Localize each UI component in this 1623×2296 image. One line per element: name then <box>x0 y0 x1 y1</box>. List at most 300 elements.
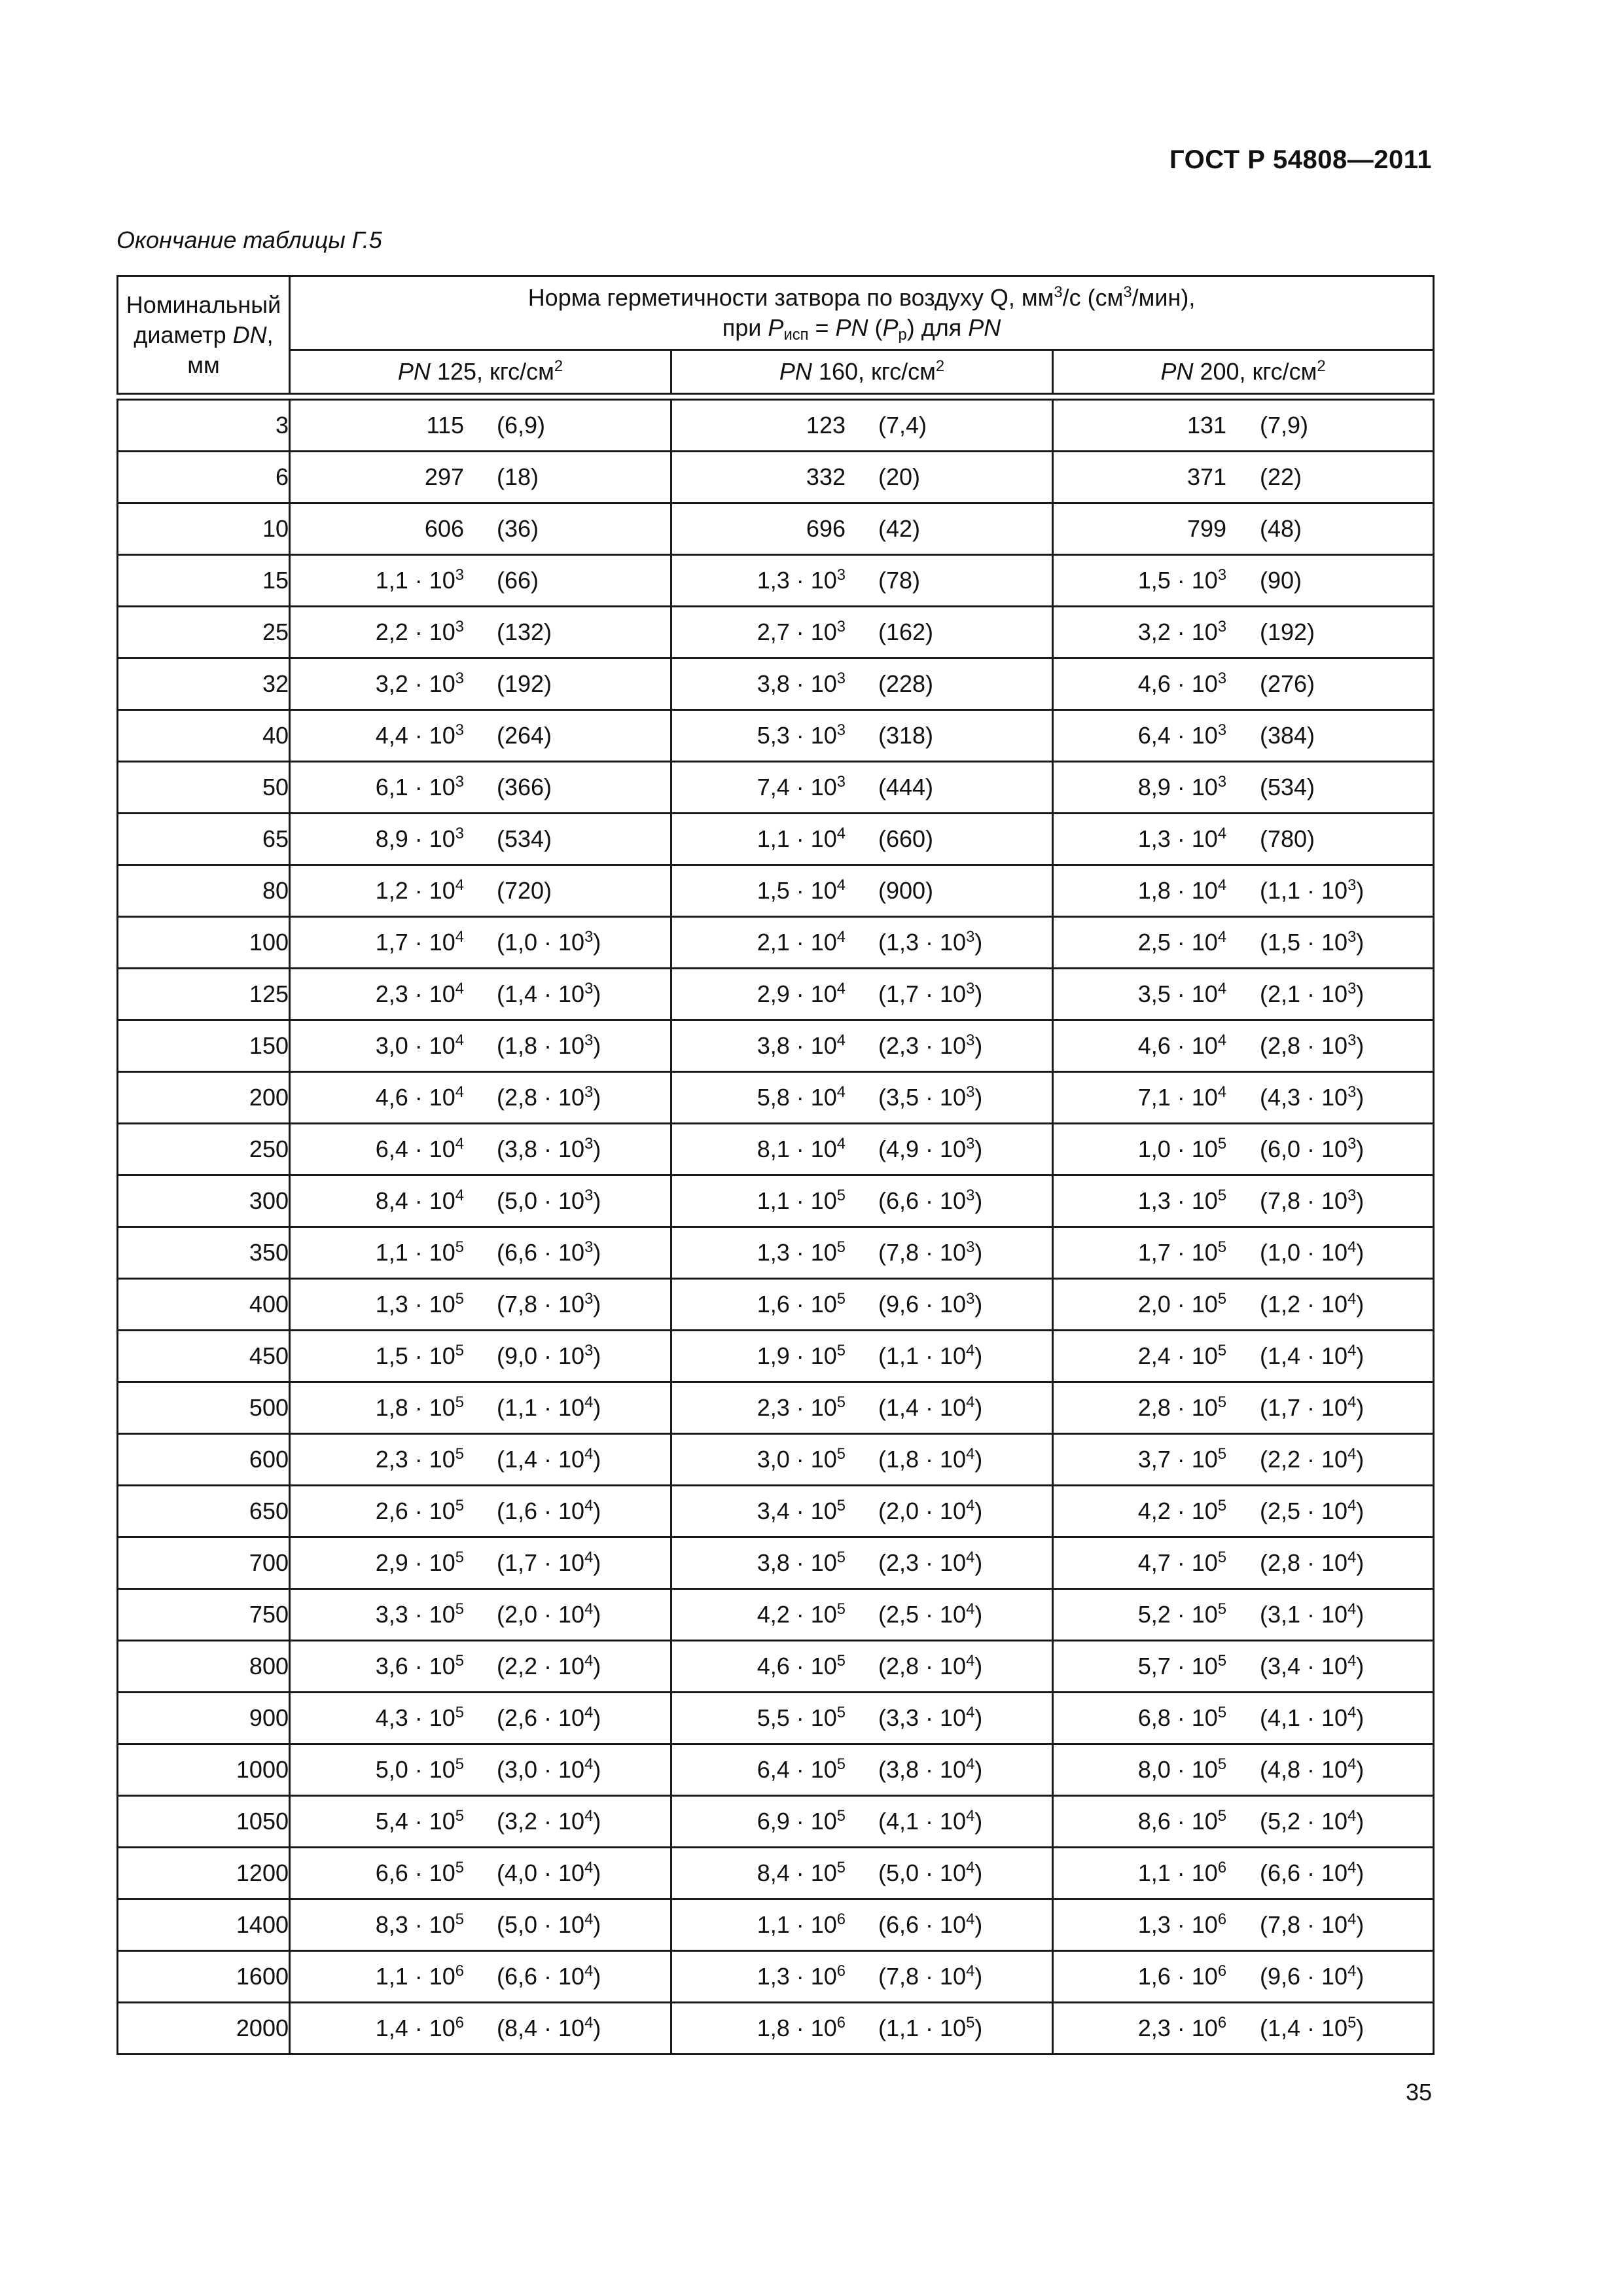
cell-content <box>1054 1176 1433 1226</box>
mantissa: 1,3 · 10 <box>757 567 837 594</box>
cell-content <box>291 1486 670 1536</box>
mantissa: (7,8 · 10 <box>1260 1187 1348 1214</box>
mantissa: (534) <box>1260 774 1315 800</box>
closing-paren: ) <box>593 2015 601 2041</box>
mantissa: 5,3 · 10 <box>757 722 837 749</box>
mantissa: 1,3 · 10 <box>757 1239 837 1266</box>
exponent: 5 <box>1217 1755 1227 1773</box>
leak-rate-mm3s <box>376 1084 464 1111</box>
cell-content <box>291 1693 670 1743</box>
cell-content <box>1054 762 1433 812</box>
leak-rate-mm3s <box>376 2015 464 2042</box>
exponent: 4 <box>966 1548 975 1566</box>
exponent: 3 <box>836 721 846 739</box>
mantissa: 1,7 · 10 <box>375 929 455 956</box>
exponent: 4 <box>584 1600 594 1618</box>
mantissa: (1,6 · 10 <box>497 1498 585 1524</box>
leak-rate-cm3min <box>878 1756 982 1784</box>
mantissa: (1,7 · 10 <box>1260 1394 1348 1421</box>
pn200-cell <box>1053 1227 1434 1279</box>
leak-rate-mm3s <box>376 1342 464 1370</box>
mantissa: (534) <box>497 825 552 852</box>
leak-rate-cm3min <box>878 1704 982 1732</box>
mantissa: 8,9 · 10 <box>375 825 455 852</box>
leak-rate-cm3min <box>1260 980 1364 1008</box>
exponent: 4 <box>584 1496 594 1515</box>
header-dn-line2-pre: диаметр <box>134 321 233 348</box>
leak-rate-cm3min <box>878 1653 982 1680</box>
cell-content <box>1054 504 1433 554</box>
leak-rate-mm3s <box>757 1808 846 1835</box>
header-dn-unit: мм <box>187 351 220 378</box>
leak-rate-mm3s <box>757 1446 846 1473</box>
mantissa: 5,0 · 10 <box>375 1756 455 1783</box>
exponent: 5 <box>455 1858 464 1876</box>
exponent: 5 <box>1217 1703 1227 1721</box>
header-separator <box>118 394 1434 400</box>
mantissa: 3,8 · 10 <box>757 670 837 697</box>
mantissa: 1,3 · 10 <box>1137 1911 1218 1938</box>
cell-content <box>672 1538 1052 1588</box>
closing-paren: ) <box>974 1498 983 1524</box>
pn160-cell <box>671 969 1053 1020</box>
exponent: 5 <box>455 1548 464 1566</box>
leak-rate-mm3s <box>1138 1394 1226 1422</box>
dn-cell: 50 <box>118 762 290 814</box>
pn200-cell <box>1053 1020 1434 1072</box>
mantissa: (2,6 · 10 <box>497 1704 585 1731</box>
exponent: 4 <box>836 927 846 946</box>
exponent: 5 <box>1217 1186 1227 1204</box>
exponent: 4 <box>1347 1341 1357 1359</box>
leak-rate-cm3min <box>878 463 920 491</box>
leak-rate-mm3s <box>1138 774 1226 801</box>
mantissa: (2,0 · 10 <box>497 1601 585 1628</box>
pn160-cell <box>671 1331 1053 1382</box>
mantissa: (1,1 · 10 <box>878 2015 967 2041</box>
leak-rate-mm3s <box>1138 1653 1226 1680</box>
exponent: 4 <box>584 2013 594 2032</box>
mantissa: (66) <box>497 567 539 594</box>
leak-rate-mm3s <box>376 1291 464 1318</box>
closing-paren: ) <box>593 1653 601 1679</box>
pn160-cell <box>671 1589 1053 1641</box>
exponent: 5 <box>455 1393 464 1411</box>
leak-rate-cm3min <box>878 1963 982 1990</box>
leak-rate-mm3s <box>757 722 846 749</box>
leak-rate-cm3min <box>497 1136 601 1163</box>
cell-content <box>291 504 670 554</box>
cell-content <box>291 866 670 916</box>
dn-cell: 700 <box>118 1537 290 1589</box>
leak-rate-cm3min <box>878 1394 982 1422</box>
mantissa: (6,6 · 10 <box>878 1187 967 1214</box>
mantissa: (1,1 · 10 <box>497 1394 585 1421</box>
mantissa: (9,6 · 10 <box>878 1291 967 1318</box>
exponent: 5 <box>1217 1600 1227 1618</box>
mantissa: 6,6 · 10 <box>375 1859 455 1886</box>
closing-paren: ) <box>593 1446 601 1473</box>
mantissa: (7,8 · 10 <box>1260 1911 1348 1938</box>
mantissa: (5,0 · 10 <box>497 1911 585 1938</box>
exponent: 5 <box>455 1289 464 1308</box>
leak-rate-cm3min <box>1260 1653 1364 1680</box>
pn125-cell <box>290 1434 671 1486</box>
exponent: 3 <box>966 1031 975 1049</box>
header-norm-symbol: P <box>768 314 784 341</box>
exponent: 4 <box>584 1858 594 1876</box>
leak-rate-mm3s <box>376 774 464 801</box>
header-norm-line1 <box>528 284 1196 311</box>
cell-content <box>1054 1900 1433 1950</box>
leak-rate-mm3s <box>1138 1549 1226 1577</box>
exponent: 3 <box>584 1238 594 1256</box>
leak-rate-mm3s <box>1138 1756 1226 1784</box>
pn200-cell <box>1053 2003 1434 2054</box>
table-row <box>118 1848 1434 1899</box>
exponent: 4 <box>584 1444 594 1463</box>
exponent: 6 <box>836 1910 846 1928</box>
closing-paren: ) <box>1356 1446 1364 1473</box>
mantissa: (5,0 · 10 <box>497 1187 585 1214</box>
cell-content <box>1054 1952 1433 2001</box>
leak-rate-mm3s <box>757 1859 846 1887</box>
exponent: 5 <box>836 1600 846 1618</box>
leak-rate-cm3min <box>1260 1084 1364 1111</box>
pn200-cell <box>1053 1486 1434 1537</box>
header-norm-text: ) для <box>906 314 969 341</box>
pn200-cell <box>1053 1848 1434 1899</box>
cell-content <box>291 1538 670 1588</box>
cell-content <box>672 1021 1052 1071</box>
cell-content <box>1054 452 1433 502</box>
leak-rate-cm3min <box>1260 1704 1364 1732</box>
mantissa: (6,6 · 10 <box>878 1911 967 1938</box>
mantissa: (1,3 · 10 <box>878 929 967 956</box>
closing-paren: ) <box>593 1498 601 1524</box>
exponent: 5 <box>836 1238 846 1256</box>
exponent: 6 <box>455 2013 464 2032</box>
pn160-cell <box>671 1072 1053 1124</box>
leak-rate-cm3min <box>497 1601 601 1628</box>
leak-rate-cm3min <box>878 670 933 698</box>
leak-rate-cm3min <box>878 1136 982 1163</box>
exponent: 4 <box>584 1806 594 1825</box>
leak-rate-cm3min <box>1260 1239 1364 1266</box>
pn200-cell <box>1053 1641 1434 1693</box>
leak-rate-cm3min <box>878 1601 982 1628</box>
dn-cell: 80 <box>118 865 290 917</box>
leak-rate-mm3s <box>376 929 464 956</box>
cell-content <box>291 814 670 864</box>
pn160-cell <box>671 814 1053 865</box>
leak-rate-cm3min <box>497 1446 601 1473</box>
table-row <box>118 2003 1434 2054</box>
leak-rate-cm3min <box>1260 1601 1364 1628</box>
exponent: 5 <box>966 2013 975 2032</box>
table-row <box>118 762 1434 814</box>
pn160-cell <box>671 607 1053 658</box>
leak-rate-mm3s <box>1138 1859 1226 1887</box>
header-dn-line2-post: , <box>266 321 274 348</box>
leak-rate-mm3s <box>376 1704 464 1732</box>
cell-content <box>672 1228 1052 1278</box>
cell-content <box>291 1797 670 1846</box>
mantissa: (3,0 · 10 <box>497 1756 585 1783</box>
mantissa: (3,1 · 10 <box>1260 1601 1348 1628</box>
leak-rate-mm3s <box>757 1342 846 1370</box>
mantissa: (90) <box>1260 567 1302 594</box>
table-row <box>118 1744 1434 1796</box>
exponent: 5 <box>455 1910 464 1928</box>
cell-content <box>291 452 670 502</box>
table-row <box>118 1382 1434 1434</box>
leak-rate-cm3min <box>878 1911 982 1939</box>
exponent: 3 <box>966 1083 975 1101</box>
mantissa: (444) <box>878 774 934 800</box>
table-row <box>118 1951 1434 2003</box>
exponent: 3 <box>455 824 464 842</box>
mantissa: 7,4 · 10 <box>757 774 837 800</box>
cell-content <box>672 1435 1052 1484</box>
header-pn-symbol: PN <box>779 358 812 385</box>
leak-rate-cm3min <box>878 1446 982 1473</box>
exponent: 3 <box>966 1289 975 1308</box>
leak-rate-mm3s <box>1187 515 1226 543</box>
cell-content <box>672 452 1052 502</box>
header-pn-value: 200, <box>1193 358 1246 385</box>
exponent: 5 <box>455 1806 464 1825</box>
table-row <box>118 658 1434 710</box>
exponent: 4 <box>584 1651 594 1670</box>
cell-content <box>1054 1435 1433 1484</box>
header-pn-unit: кгс/см <box>865 358 936 385</box>
header-pn-unit-sup: 2 <box>935 357 945 375</box>
mantissa: 1,1 · 10 <box>375 1963 455 1990</box>
pn200-cell <box>1053 1537 1434 1589</box>
closing-paren: ) <box>974 2015 983 2041</box>
exponent: 4 <box>836 1031 846 1049</box>
mantissa: 6,8 · 10 <box>1137 1704 1218 1731</box>
header-norm-text: при <box>722 314 768 341</box>
mantissa: (366) <box>497 774 552 800</box>
exponent: 4 <box>584 1910 594 1928</box>
exponent: 5 <box>1217 1289 1227 1308</box>
cell-content <box>672 607 1052 657</box>
mantissa: 5,2 · 10 <box>1137 1601 1218 1628</box>
leak-rate-mm3s <box>1138 1342 1226 1370</box>
exponent: 6 <box>836 2013 846 2032</box>
exponent: 4 <box>455 876 464 894</box>
pn125-cell <box>290 969 671 1020</box>
mantissa: (6,6 · 10 <box>1260 1859 1348 1886</box>
mantissa: 3,8 · 10 <box>757 1032 837 1059</box>
mantissa: (2,8 · 10 <box>878 1653 967 1679</box>
mantissa: (48) <box>1260 515 1302 542</box>
leak-rate-mm3s <box>376 1756 464 1784</box>
closing-paren: ) <box>974 1911 983 1938</box>
table-caption: Окончание таблицы Г.5 <box>116 226 382 253</box>
pn200-cell <box>1053 1382 1434 1434</box>
cell-content <box>1054 1641 1433 1691</box>
dn-cell: 3 <box>118 400 290 452</box>
mantissa: 1,5 · 10 <box>1137 567 1218 594</box>
mantissa: 4,2 · 10 <box>757 1601 837 1628</box>
closing-paren: ) <box>593 1963 601 1990</box>
header-norm-symbol: PN <box>835 314 868 341</box>
leak-rate-cm3min <box>497 2015 601 2042</box>
leak-rate-cm3min <box>878 1498 982 1525</box>
cell-content <box>672 2003 1052 2053</box>
mantissa: (162) <box>878 619 934 645</box>
mantissa: 4,4 · 10 <box>375 722 455 749</box>
pn160-cell <box>671 1641 1053 1693</box>
mantissa: 4,2 · 10 <box>1137 1498 1218 1524</box>
mantissa: 1,4 · 10 <box>375 2015 455 2041</box>
leak-rate-cm3min <box>1260 1446 1364 1473</box>
dn-cell: 300 <box>118 1175 290 1227</box>
exponent: 4 <box>1347 1600 1357 1618</box>
mantissa: (78) <box>878 567 921 594</box>
table-row <box>118 503 1434 555</box>
leak-rate-mm3s <box>376 1187 464 1215</box>
leak-rate-mm3s <box>1138 980 1226 1008</box>
mantissa: 131 <box>1186 412 1227 439</box>
exponent: 5 <box>836 1496 846 1515</box>
table-row <box>118 452 1434 503</box>
pn160-cell <box>671 1382 1053 1434</box>
leak-rate-mm3s <box>757 1549 846 1577</box>
cell-content <box>1054 918 1433 967</box>
leak-rate-mm3s <box>1187 463 1226 491</box>
mantissa: (2,5 · 10 <box>878 1601 967 1628</box>
exponent: 4 <box>584 1548 594 1566</box>
cell-content <box>1054 1590 1433 1640</box>
exponent: 3 <box>455 617 464 636</box>
leak-rate-cm3min <box>1260 1136 1364 1163</box>
mantissa: (3,2 · 10 <box>497 1808 585 1835</box>
cell-content <box>291 1848 670 1898</box>
pn200-cell <box>1053 1072 1434 1124</box>
mantissa: (276) <box>1260 670 1315 697</box>
exponent: 5 <box>1217 1806 1227 1825</box>
closing-paren: ) <box>1356 1911 1364 1938</box>
leak-rate-mm3s <box>757 1032 846 1060</box>
mantissa: (900) <box>878 877 934 904</box>
leak-rate-cm3min <box>497 1756 601 1784</box>
pn200-cell <box>1053 814 1434 865</box>
exponent: 4 <box>1217 927 1227 946</box>
exponent: 5 <box>455 1651 464 1670</box>
mantissa: 6,4 · 10 <box>1137 722 1218 749</box>
mantissa: 6,4 · 10 <box>375 1136 455 1162</box>
mantissa: 3,5 · 10 <box>1137 980 1218 1007</box>
exponent: 4 <box>455 1186 464 1204</box>
mantissa: (780) <box>1260 825 1315 852</box>
leak-rate-mm3s <box>376 670 464 698</box>
leak-rate-mm3s <box>1138 1084 1226 1111</box>
header-norm-sub: р <box>898 325 907 344</box>
leak-rate-cm3min <box>878 774 933 801</box>
dn-cell: 1050 <box>118 1796 290 1848</box>
exponent: 4 <box>966 1600 975 1618</box>
dn-cell: 1200 <box>118 1848 290 1899</box>
exponent: 4 <box>1347 1548 1357 1566</box>
mantissa: (1,1 · 10 <box>878 1342 967 1369</box>
dn-cell: 25 <box>118 607 290 658</box>
exponent: 4 <box>1347 1962 1357 1980</box>
cell-content <box>291 1900 670 1950</box>
cell-content <box>291 1073 670 1122</box>
leak-rate-cm3min <box>497 567 539 594</box>
exponent: 3 <box>836 669 846 687</box>
leak-rate-mm3s <box>757 1653 846 1680</box>
cell-content <box>1054 1797 1433 1846</box>
exponent: 3 <box>836 565 846 584</box>
mantissa: 1,1 · 10 <box>375 1239 455 1266</box>
mantissa: (3,5 · 10 <box>878 1084 967 1111</box>
exponent: 5 <box>836 1289 846 1308</box>
cell-content <box>1054 1693 1433 1743</box>
leak-rate-cm3min <box>497 1084 601 1111</box>
pn125-cell <box>290 1124 671 1175</box>
mantissa: 2,3 · 10 <box>375 980 455 1007</box>
leak-rate-cm3min <box>1260 1187 1364 1215</box>
cell-content <box>291 918 670 967</box>
pn125-cell <box>290 1744 671 1796</box>
closing-paren: ) <box>1356 1394 1364 1421</box>
exponent: 4 <box>966 1703 975 1721</box>
exponent: 5 <box>1217 1341 1227 1359</box>
exponent: 4 <box>1217 824 1227 842</box>
leak-rate-cm3min <box>878 722 933 749</box>
leak-rate-cm3min <box>1260 515 1302 543</box>
leak-rate-cm3min <box>497 1549 601 1577</box>
cell-content <box>1054 1073 1433 1122</box>
header-pn-unit-sup: 2 <box>554 357 563 375</box>
exponent: 3 <box>966 1238 975 1256</box>
table-body <box>118 394 1434 2054</box>
exponent: 5 <box>836 1858 846 1876</box>
leak-rate-cm3min <box>497 1704 601 1732</box>
leak-rate-mm3s <box>1138 1911 1226 1939</box>
cell-content <box>291 1952 670 2001</box>
closing-paren: ) <box>1356 1653 1364 1679</box>
exponent: 4 <box>455 1031 464 1049</box>
pn200-cell <box>1053 555 1434 607</box>
mantissa: 2,3 · 10 <box>1137 2015 1218 2041</box>
dn-cell: 65 <box>118 814 290 865</box>
leak-rate-cm3min <box>878 980 982 1008</box>
mantissa: 4,6 · 10 <box>1137 1032 1218 1059</box>
leak-rate-mm3s <box>757 2015 846 2042</box>
leak-rate-cm3min <box>1260 825 1315 853</box>
exponent: 3 <box>966 927 975 946</box>
mantissa: 1,1 · 10 <box>375 567 455 594</box>
header-pn-160 <box>671 350 1053 394</box>
leak-rate-mm3s <box>1138 877 1226 905</box>
table-row <box>118 1434 1434 1486</box>
pn125-cell <box>290 762 671 814</box>
leak-rate-cm3min <box>1260 774 1315 801</box>
closing-paren: ) <box>1356 1239 1364 1266</box>
leak-rate-cm3min <box>1260 1911 1364 1939</box>
leak-rate-mm3s <box>427 412 464 439</box>
header-dn-symbol: DN <box>232 321 267 348</box>
header-norm-text: Норма герметичности затвора по воздуху Q, мм <box>527 284 1054 311</box>
leak-rate-mm3s <box>376 825 464 853</box>
dn-cell: 10 <box>118 503 290 555</box>
